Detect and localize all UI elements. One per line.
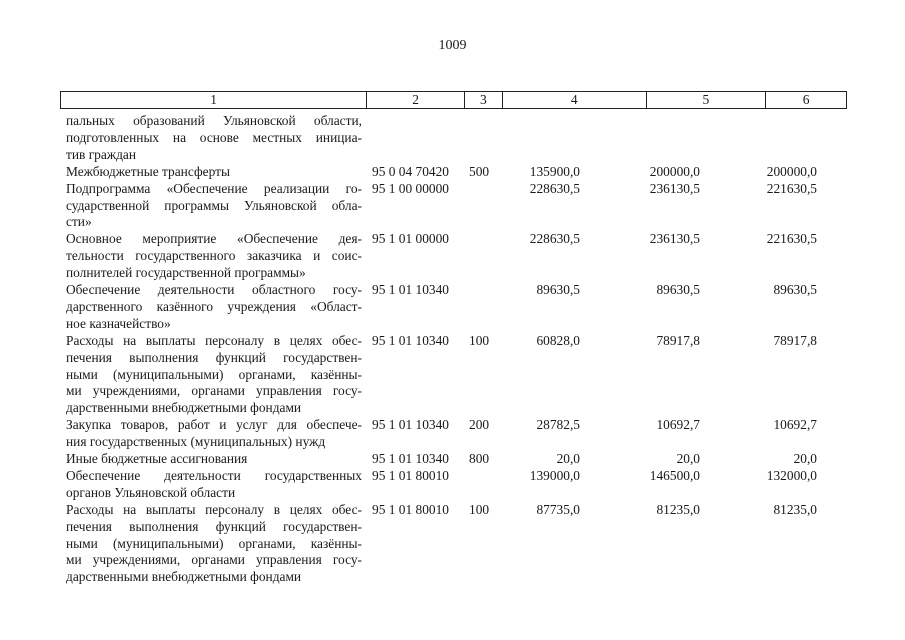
row-name-line: сударственной программы Ульяновской обла- xyxy=(66,197,362,213)
row-name-line: дарственными внебюджетными фондами xyxy=(66,400,302,416)
row-value-col4: 60828,0 xyxy=(536,332,580,348)
row-name-line: дарственными внебюджетными фондами xyxy=(66,569,302,585)
row-name-line: печения выполнения функций государствен- xyxy=(66,349,362,365)
row-expense-type: 200 xyxy=(469,417,490,433)
row-value-col6: 20,0 xyxy=(793,451,817,466)
row-name-line: Подпрограмма «Обеспечение реализации го- xyxy=(66,180,362,196)
header-col-2: 2 xyxy=(367,92,465,108)
row-value-col6: 78917,8 xyxy=(773,332,817,348)
header-col-6: 6 xyxy=(802,92,810,107)
row-value-col5: 236130,5 xyxy=(649,180,700,196)
row-value-col4: 228630,5 xyxy=(529,231,580,247)
header-col-1: 1 xyxy=(61,92,367,108)
row-name xyxy=(66,164,362,181)
row-name-line: Расходы на выплаты персоналу в целях обес- xyxy=(66,332,362,348)
row-value-col4: 87735,0 xyxy=(536,501,580,517)
row-value-col6: 221630,5 xyxy=(766,180,817,196)
row-name-line: Основное мероприятие «Обеспечение дея- xyxy=(66,231,362,247)
row-value-col6: 89630,5 xyxy=(773,282,817,297)
row-name-line: ния государственных (муниципальных) нужд xyxy=(66,434,326,450)
row-name-line: Расходы на выплаты персоналу в целях обес- xyxy=(66,501,362,517)
row-name-line: тельности государственного заказчика и соис- xyxy=(66,248,362,264)
page-number: 1009 xyxy=(438,38,467,53)
row-name-line: ное казначейство» xyxy=(66,315,171,331)
row-name-line: Закупка товаров, работ и услуг для обеспече- xyxy=(66,417,362,433)
row-code: 95 1 01 00000 xyxy=(372,231,449,247)
row-value-col4: 20,0 xyxy=(556,451,580,466)
row-name-line: пальных образований Ульяновской области, xyxy=(66,113,362,128)
row-value-col5: 10692,7 xyxy=(656,417,700,433)
row-name xyxy=(66,181,362,232)
row-name-line: тив граждан xyxy=(66,146,136,162)
header-col-3: 3 xyxy=(465,92,503,108)
row-name xyxy=(66,282,362,333)
row-value-col5: 78917,8 xyxy=(656,332,700,348)
row-value-col4: 89630,5 xyxy=(536,282,580,297)
row-value-col4: 228630,5 xyxy=(529,180,580,196)
row-code: 95 1 01 10340 xyxy=(372,332,449,348)
row-name-line: Обеспечение деятельности государственных xyxy=(66,467,362,483)
row-name-line: дарственного казённого учреждения «Област- xyxy=(66,298,362,314)
row-value-col5: 20,0 xyxy=(676,451,700,466)
row-name xyxy=(66,113,362,164)
row-name xyxy=(66,468,362,502)
row-name-line: Обеспечение деятельности областного госу- xyxy=(66,282,362,297)
row-name-line: печения выполнения функций государствен- xyxy=(66,518,362,534)
row-name xyxy=(66,417,362,451)
row-value-col6: 200000,0 xyxy=(766,163,817,179)
row-value-col6: 81235,0 xyxy=(773,501,817,517)
row-value-col5: 200000,0 xyxy=(649,163,700,179)
row-expense-type: 800 xyxy=(469,451,490,466)
row-code: 95 0 04 70420 xyxy=(372,163,449,179)
row-value-col6: 221630,5 xyxy=(766,231,817,247)
row-name-line: органов Ульяновской области xyxy=(66,484,236,500)
row-name-line: ными (муниципальными) органами, казённы- xyxy=(66,366,362,382)
row-name-line: ными (муниципальными) органами, казённы- xyxy=(66,535,362,551)
row-name xyxy=(66,502,362,587)
row-expense-type: 100 xyxy=(469,501,490,517)
row-name-line: ми учреждениями, органами управления госу- xyxy=(66,552,362,568)
row-name-line: Иные бюджетные ассигнования xyxy=(66,451,248,466)
row-name-line: подготовленных на основе местных инициа- xyxy=(66,129,362,145)
row-value-col6: 132000,0 xyxy=(766,467,817,483)
row-code: 95 1 01 80010 xyxy=(372,501,449,517)
row-name-line: Межбюджетные трансферты xyxy=(66,163,230,179)
header-col-4: 4 xyxy=(503,92,647,108)
row-value-col5: 146500,0 xyxy=(649,467,700,483)
row-value-col4: 139000,0 xyxy=(529,467,580,483)
row-code: 95 1 01 10340 xyxy=(372,282,449,297)
row-code: 95 1 01 10340 xyxy=(372,451,449,466)
row-name xyxy=(66,451,362,468)
row-name xyxy=(66,333,362,418)
header-col-5: 5 xyxy=(647,92,767,108)
row-name-line: полнителей государственной программы» xyxy=(66,265,306,281)
row-expense-type: 100 xyxy=(469,332,490,348)
table-header xyxy=(60,91,847,109)
row-value-col4: 28782,5 xyxy=(536,417,580,433)
row-value-col6: 10692,7 xyxy=(773,417,817,433)
row-code: 95 1 01 10340 xyxy=(372,417,449,433)
row-name-line: ми учреждениями, органами управления госу- xyxy=(66,383,362,399)
row-value-col5: 236130,5 xyxy=(649,231,700,247)
row-value-col5: 81235,0 xyxy=(656,501,700,517)
row-expense-type: 500 xyxy=(469,163,490,179)
row-code: 95 1 00 00000 xyxy=(372,180,449,196)
row-name xyxy=(66,231,362,282)
row-code: 95 1 01 80010 xyxy=(372,467,449,483)
row-name-line: сти» xyxy=(66,214,92,230)
row-value-col5: 89630,5 xyxy=(656,282,700,297)
row-value-col4: 135900,0 xyxy=(529,163,580,179)
